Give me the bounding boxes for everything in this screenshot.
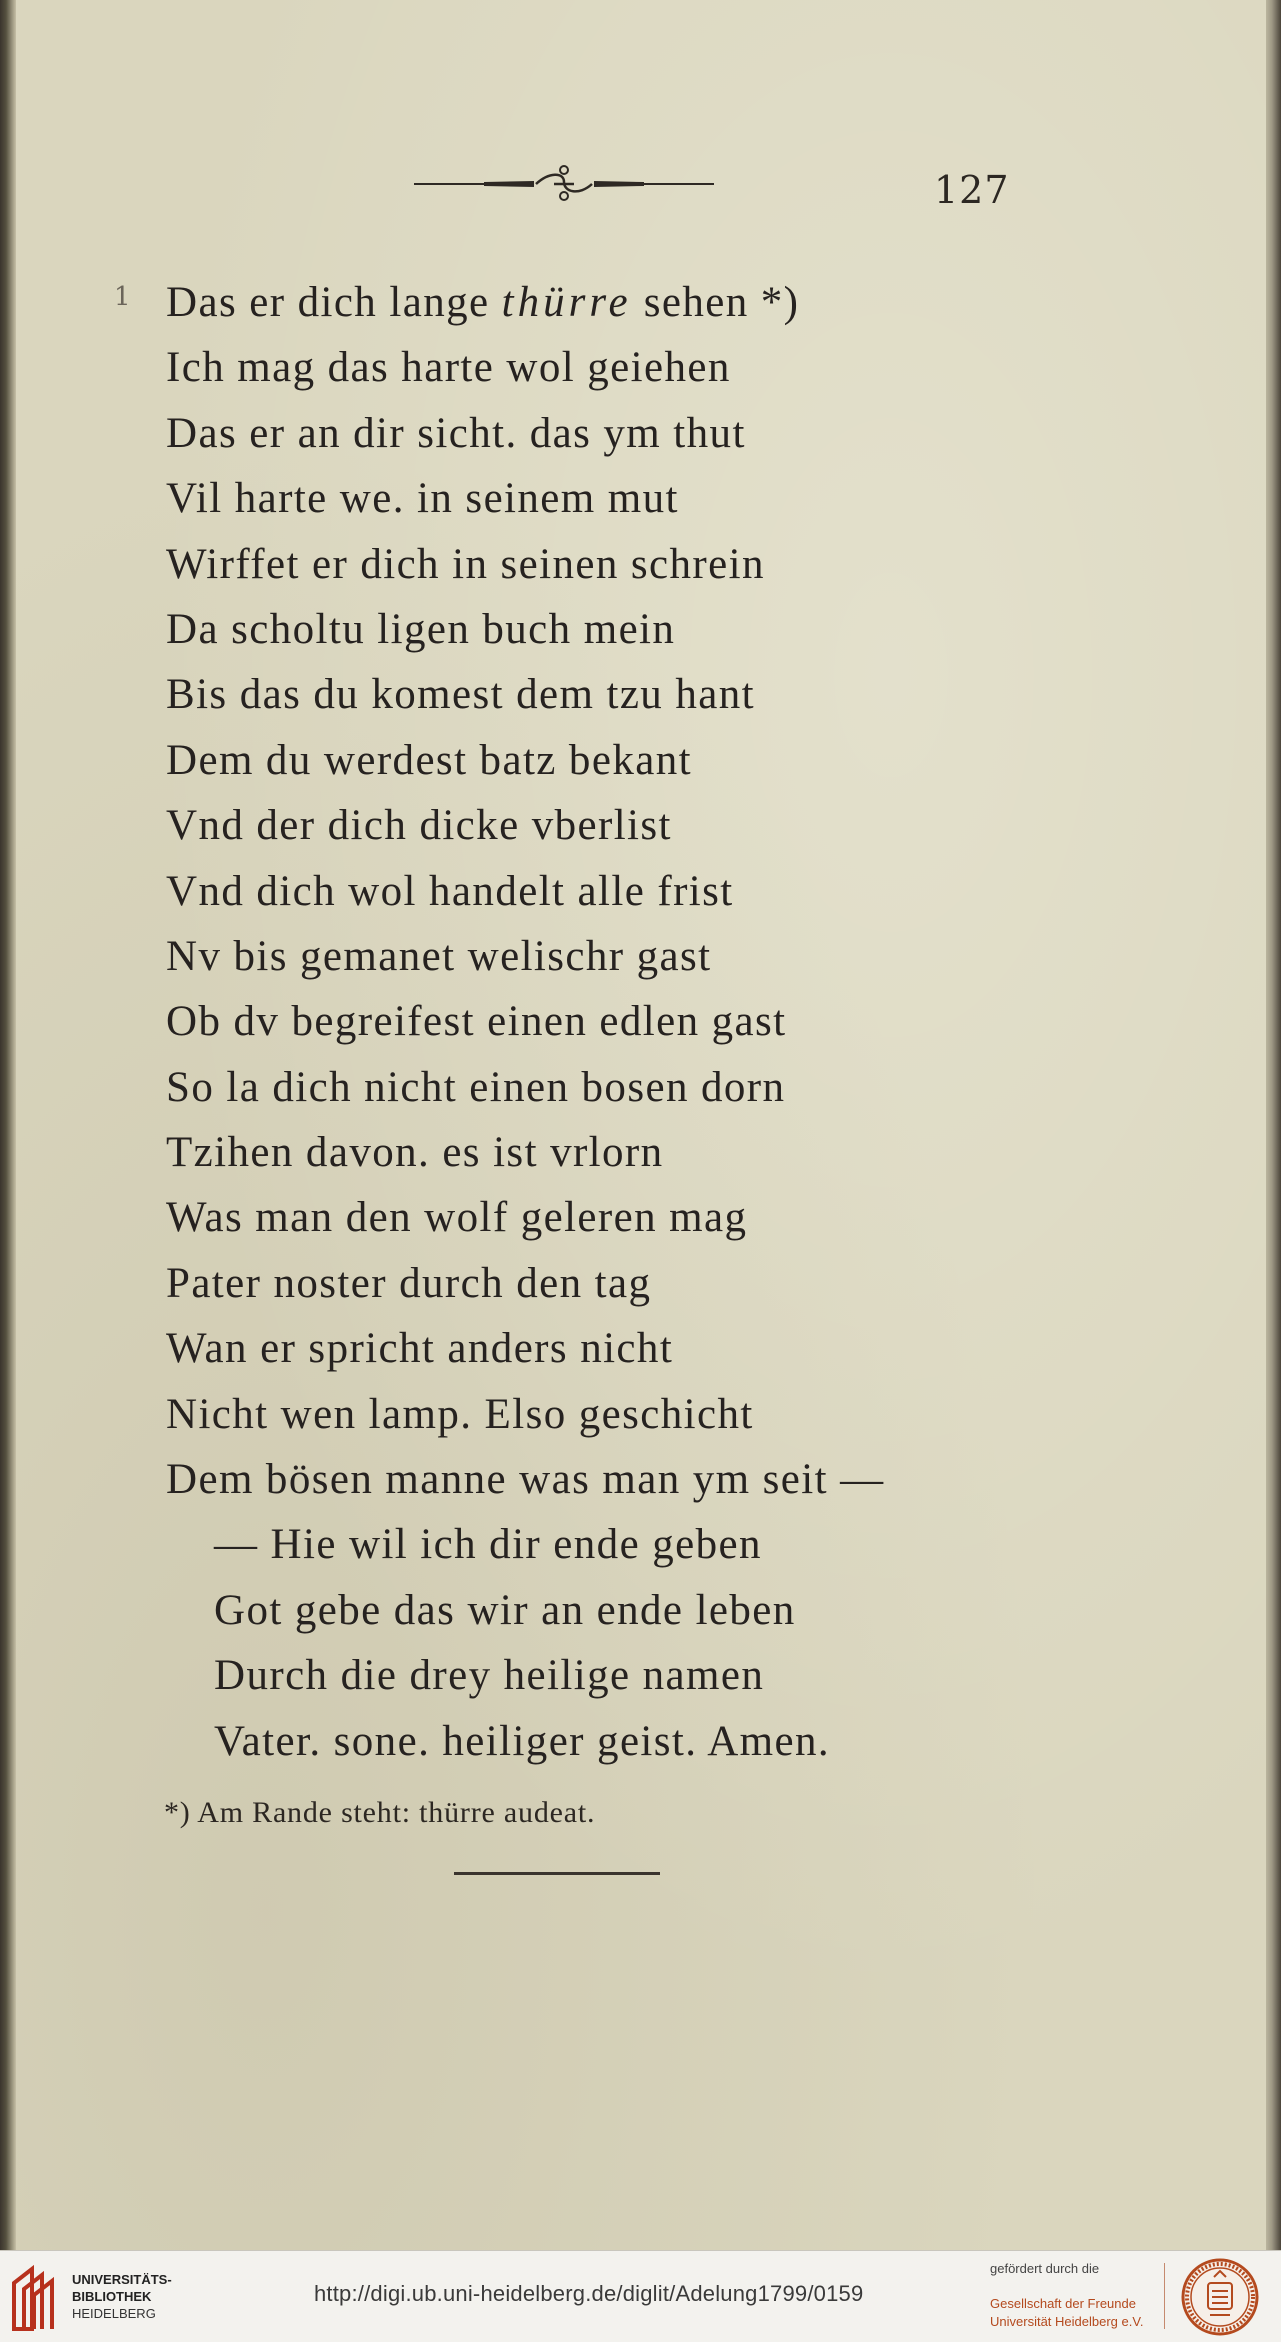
poem-line: Wirffet er dich in seinen schrein — [166, 540, 765, 588]
poem-line: Pater noster durch den tag — [166, 1259, 652, 1307]
poem-line: So la dich nicht einen bosen dorn — [166, 1063, 786, 1111]
library-name-line1: UNIVERSITÄTS- — [72, 2272, 172, 2287]
poem-line-text: Das er dich lange — [166, 279, 502, 326]
poem-line: Vil harte we. in seinem mut — [166, 475, 679, 523]
library-name-line3: HEIDELBERG — [72, 2306, 156, 2321]
poem-line: Vnd dich wol handelt alle frist — [166, 867, 734, 915]
poem-line: Das er an dir sicht. das ym thut — [166, 409, 746, 457]
page-number: 127 — [934, 168, 1010, 212]
poem-line — [166, 270, 1166, 335]
university-seal-icon — [1180, 2257, 1260, 2337]
poem-line: Wan er spricht anders nicht — [166, 1325, 674, 1373]
poem-line: Da scholtu ligen buch mein — [166, 605, 676, 653]
poem-line: Bis das du komest dem tzu hant — [166, 671, 755, 719]
poem-line: Nv bis gemanet welischr gast — [166, 932, 712, 980]
poem-line: Nicht wen lamp. Elso geschicht — [166, 1390, 754, 1438]
poem-line: Dem bösen manne was man ym seit — — [166, 1456, 885, 1504]
permalink-url[interactable]: http://digi.ub.uni-heidelberg.de/diglit/Adelung1799/0159 — [314, 2281, 864, 2306]
poem-text — [166, 270, 1166, 1774]
poem-line: Ich mag das harte wol geiehen — [166, 344, 731, 392]
margin-mark: 1 — [114, 282, 131, 312]
poem-line: Was man den wolf geleren mag — [166, 1194, 748, 1242]
emphasized-word: thürre — [501, 279, 632, 326]
poem-line: Dem du werdest batz bekant — [166, 736, 692, 784]
poem-line: Tzihen davon. es ist vrlorn — [166, 1129, 664, 1177]
funded-by-label: gefördert durch die — [990, 2261, 1100, 2276]
poem-line: Got gebe das wir an ende leben — [214, 1586, 796, 1634]
sponsor-name-line1: Gesellschaft der Freunde — [990, 2296, 1136, 2311]
digitization-footer — [0, 2250, 1281, 2342]
poem-line: Durch die drey heilige namen — [214, 1652, 765, 1700]
ub-heidelberg-logo-icon — [10, 2263, 60, 2333]
book-page — [16, 0, 1266, 2250]
footer-divider — [1164, 2263, 1165, 2329]
poem-line-text: sehen *) — [631, 279, 800, 326]
poem-line: — Hie wil ich dir ende geben — [214, 1521, 762, 1569]
library-name — [72, 2271, 172, 2322]
closing-rule — [454, 1872, 660, 1875]
sponsor-name — [990, 2295, 1143, 2331]
scroll-ornament-icon — [414, 162, 714, 202]
library-name-line2: BIBLIOTHEK — [72, 2289, 152, 2304]
sponsor-name-line2: Universität Heidelberg e.V. — [990, 2314, 1144, 2329]
footnote: *) Am Rande steht: thürre audeat. — [164, 1796, 596, 1829]
poem-line: Ob dv begreifest einen edlen gast — [166, 998, 787, 1046]
poem-line: Vnd der dich dicke vberlist — [166, 802, 672, 850]
poem-line: Vater. sone. heiliger geist. Amen. — [214, 1717, 831, 1765]
